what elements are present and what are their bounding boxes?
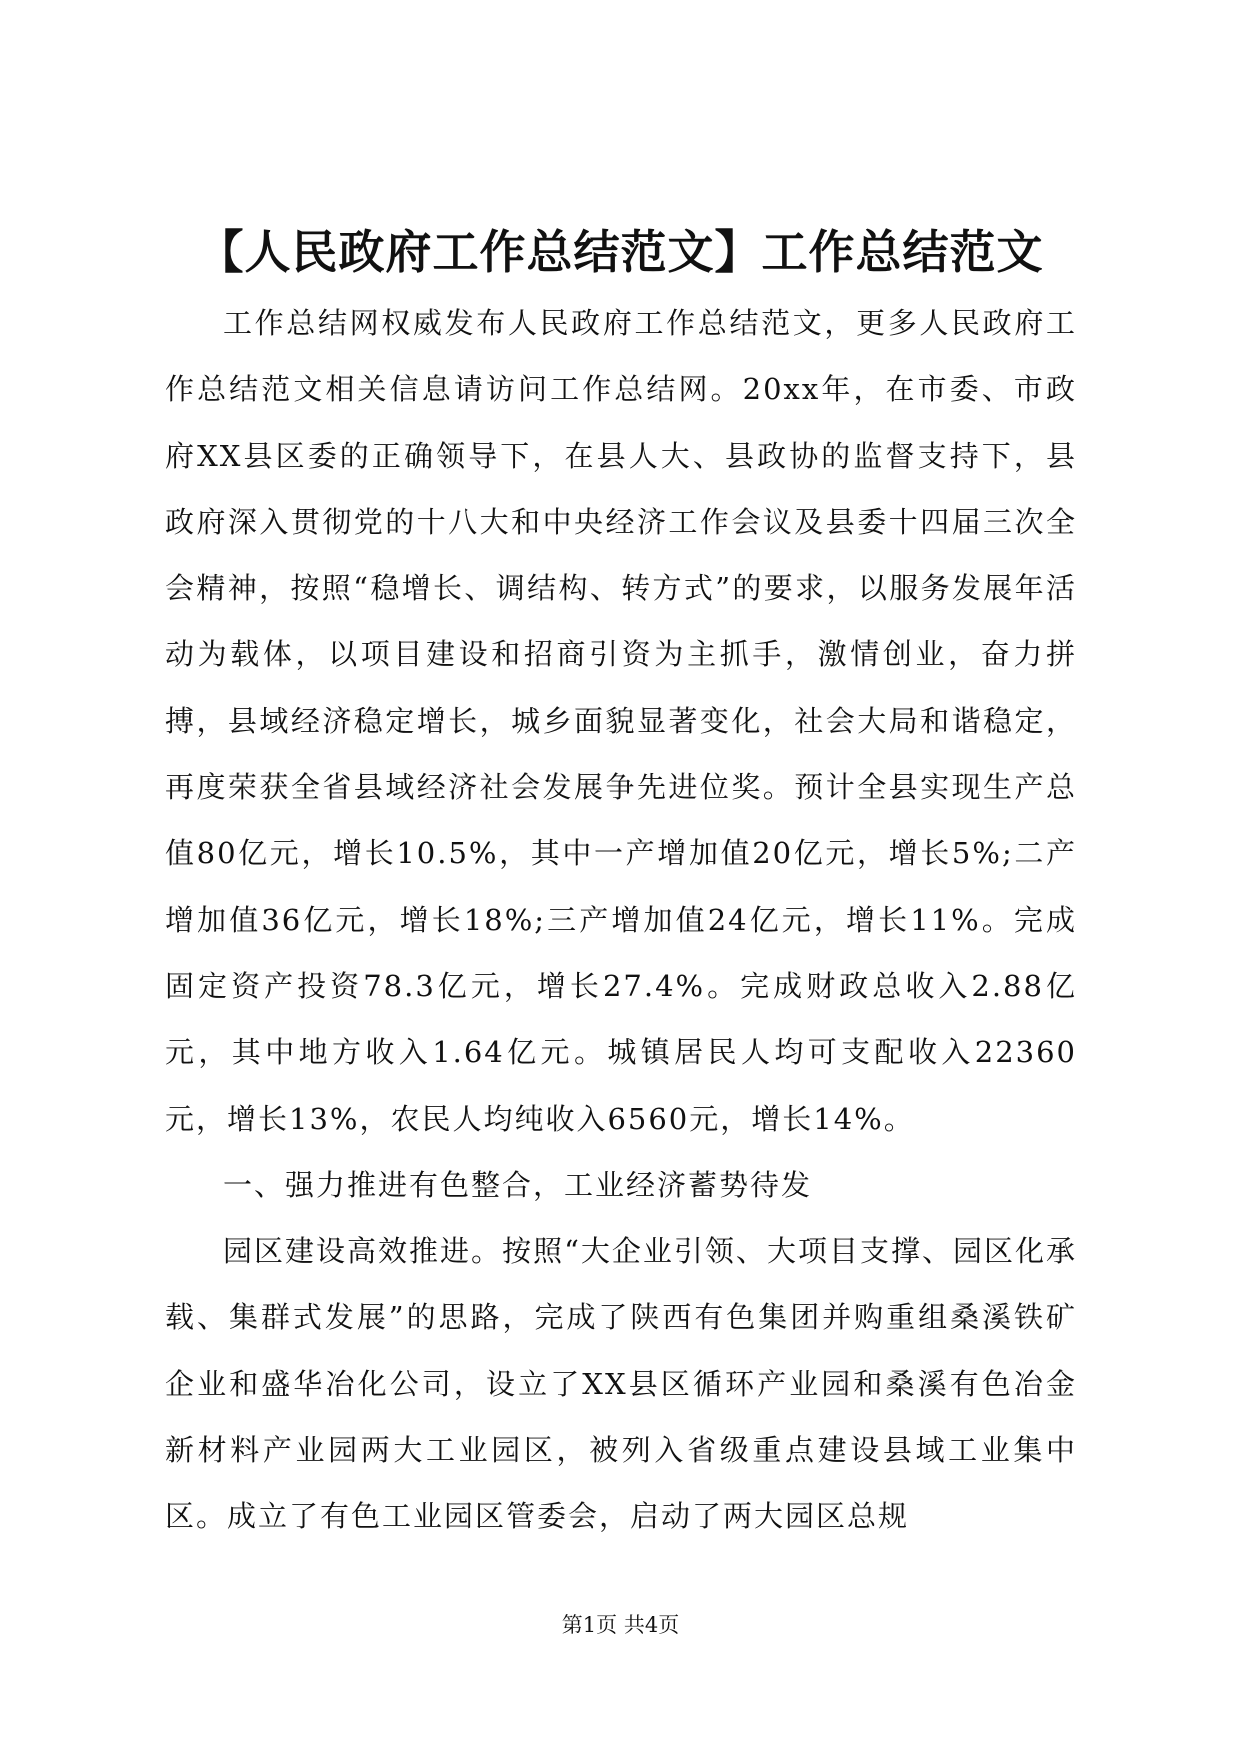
- page-footer: 第1页 共4页: [561, 1613, 680, 1637]
- paragraph-intro: 工作总结网权威发布人民政府工作总结范文，更多人民政府工作总结范文相关信息请访问工作总结网。20xx年，在市委、市政府XX县区委的正确领导下，在县人大、县政协的监督支持下，县政府深入贯彻党的十八大和中央经济工作会议及县委十四届三次全会精神，按照“稳增长、调结构、转方式”的要求，以服务发展年活动为载体，以项目建设和招商引资为主抓手，激情创业，奋力拼搏，县域经济稳定增长，城乡面貌显著变化，社会大局和谐稳定，再度荣获全省县域经济社会发展争先进位奖。预计全县实现生产总值80亿元，增长10.5%，其中一产增加值20亿元，增长5%;二产增加值36亿元，增长18%;三产增加值24亿元，增长11%。完成固定资产投资78.3亿元，增长27.4%。完成财政总收入2.88亿元，其中地方收入1.64亿元。城镇居民人均可支配收入22360元，增长13%，农民人均纯收入6560元，增长14%。: [165, 306, 1077, 1136]
- document-body: [165, 290, 1077, 1550]
- document-title: 【人民政府工作总结范文】工作总结范文: [197, 225, 1044, 279]
- paragraph-park-construction: 园区建设高效推进。按照“大企业引领、大项目支撑、园区化承载、集群式发展”的思路，完成了陕西有色集团并购重组桑溪铁矿企业和盛华冶化公司，设立了XX县区循环产业园和桑溪有色冶金新材料产业园两大工业园区，被列入省级重点建设县域工业集中区。成立了有色工业园区管委会，启动了两大园区总规: [165, 1234, 1077, 1534]
- section-heading: 一、强力推进有色整合，工业经济蓄势待发: [223, 1167, 813, 1202]
